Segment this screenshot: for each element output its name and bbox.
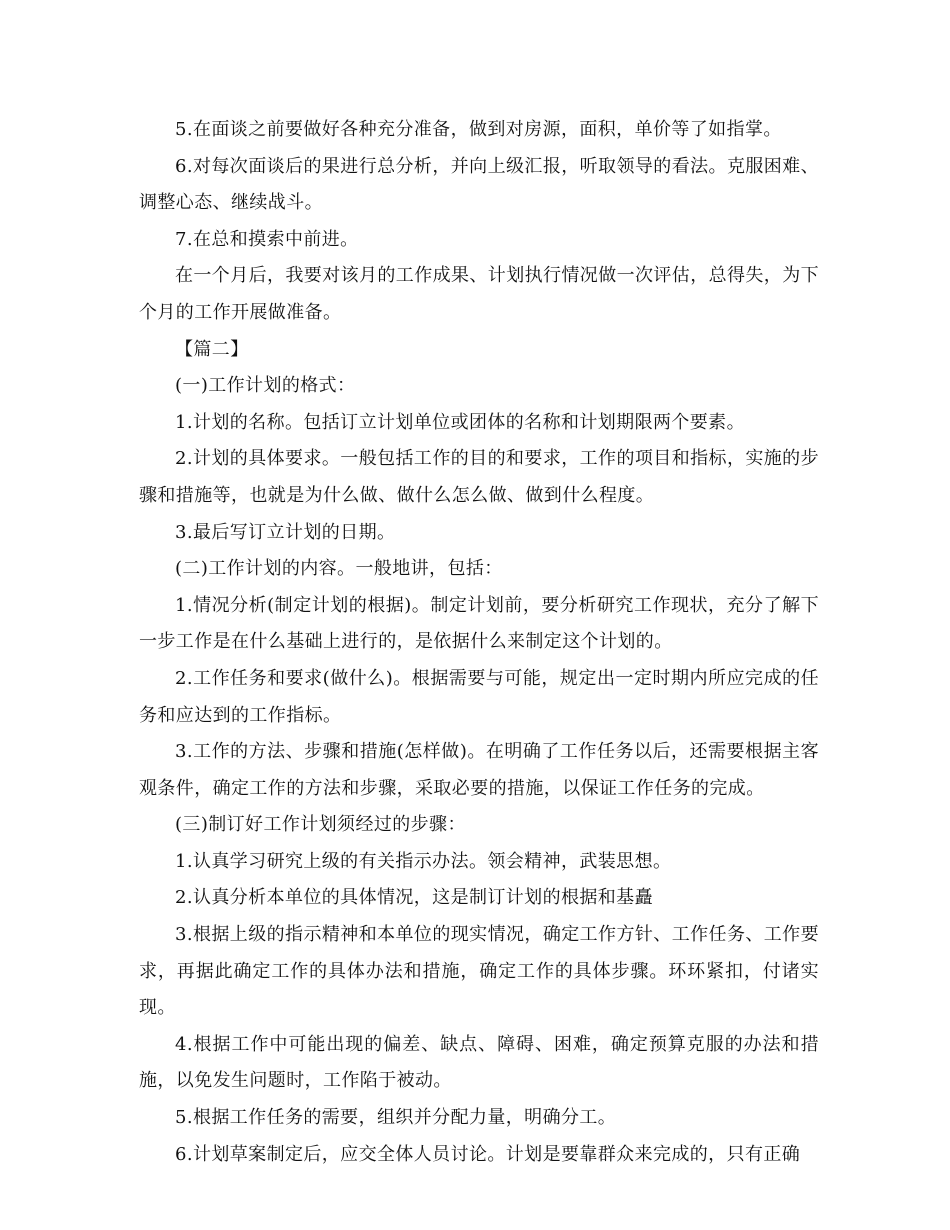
paragraph: 2.计划的具体要求。一般包括工作的目的和要求，工作的项目和指标，实施的步骤和措施等，也就是为什么做、做什么怎么做、做到什么程度。 (139, 448, 819, 506)
document-body (139, 112, 819, 1173)
paragraph: 1.认真学习研究上级的有关指示办法。领会精神，武装思想。 (175, 850, 672, 872)
paragraph: (二)工作计划的内容。一般地讲，包括： (175, 558, 503, 580)
paragraph: 3.根据上级的指示精神和本单位的现实情况，确定工作方针、工作任务、工作要求，再据此确定工作的具体办法和措施，确定工作的具体步骤。环环紧扣，付诸实现。 (139, 924, 819, 1019)
paragraph: 2.工作任务和要求(做什么)。根据需要与可能，规定出一定时期内所应完成的任务和应达到的工作指标。 (139, 667, 819, 726)
paragraph: (三)制订好工作计划须经过的步骤： (175, 814, 466, 836)
paragraph: 1.情况分析(制定计划的根据)。制定计划前，要分析研究工作现状，充分了解下一步工作是在什么基础上进行的，是依据什么来制定这个计划的。 (139, 594, 819, 653)
paragraph: (一)工作计划的格式： (175, 375, 356, 397)
paragraph: 3.工作的方法、步骤和措施(怎样做)。在明确了工作任务以后，还需要根据主客观条件，确定工作的方法和步骤，采取必要的措施，以保证工作任务的完成。 (139, 741, 819, 799)
paragraph: 5.根据工作任务的需要，组织并分配力量，明确分工。 (175, 1107, 617, 1129)
paragraph: 2.认真分析本单位的具体情况，这是制订计划的根据和基矗 (175, 887, 653, 909)
paragraph: 4.根据工作中可能出现的偏差、缺点、障碍、困难，确定预算克服的办法和措施，以免发生问题时，工作陷于被动。 (139, 1033, 819, 1092)
paragraph: 5.在面谈之前要做好各种充分准备，做到对房源，面积，单价等了如指掌。 (175, 119, 782, 140)
paragraph: 1.计划的名称。包括订立计划单位或团体的名称和计划期限两个要素。 (175, 411, 745, 433)
paragraph: 6.对每次面谈后的果进行总分析，并向上级汇报，听取领导的看法。克服困难、调整心态、继续战斗。 (139, 155, 819, 214)
section-heading: 【篇二】 (175, 338, 249, 360)
paragraph: 3.最后写订立计划的日期。 (175, 521, 396, 543)
paragraph: 6.计划草案制定后，应交全体人员讨论。计划是要靠群众来完成的，只有正确 (175, 1143, 801, 1165)
paragraph: 7.在总和摸索中前进。 (175, 228, 359, 250)
paragraph: 在一个月后，我要对该月的工作成果、计划执行情况做一次评估，总得失，为下个月的工作开展做准备。 (139, 265, 819, 323)
